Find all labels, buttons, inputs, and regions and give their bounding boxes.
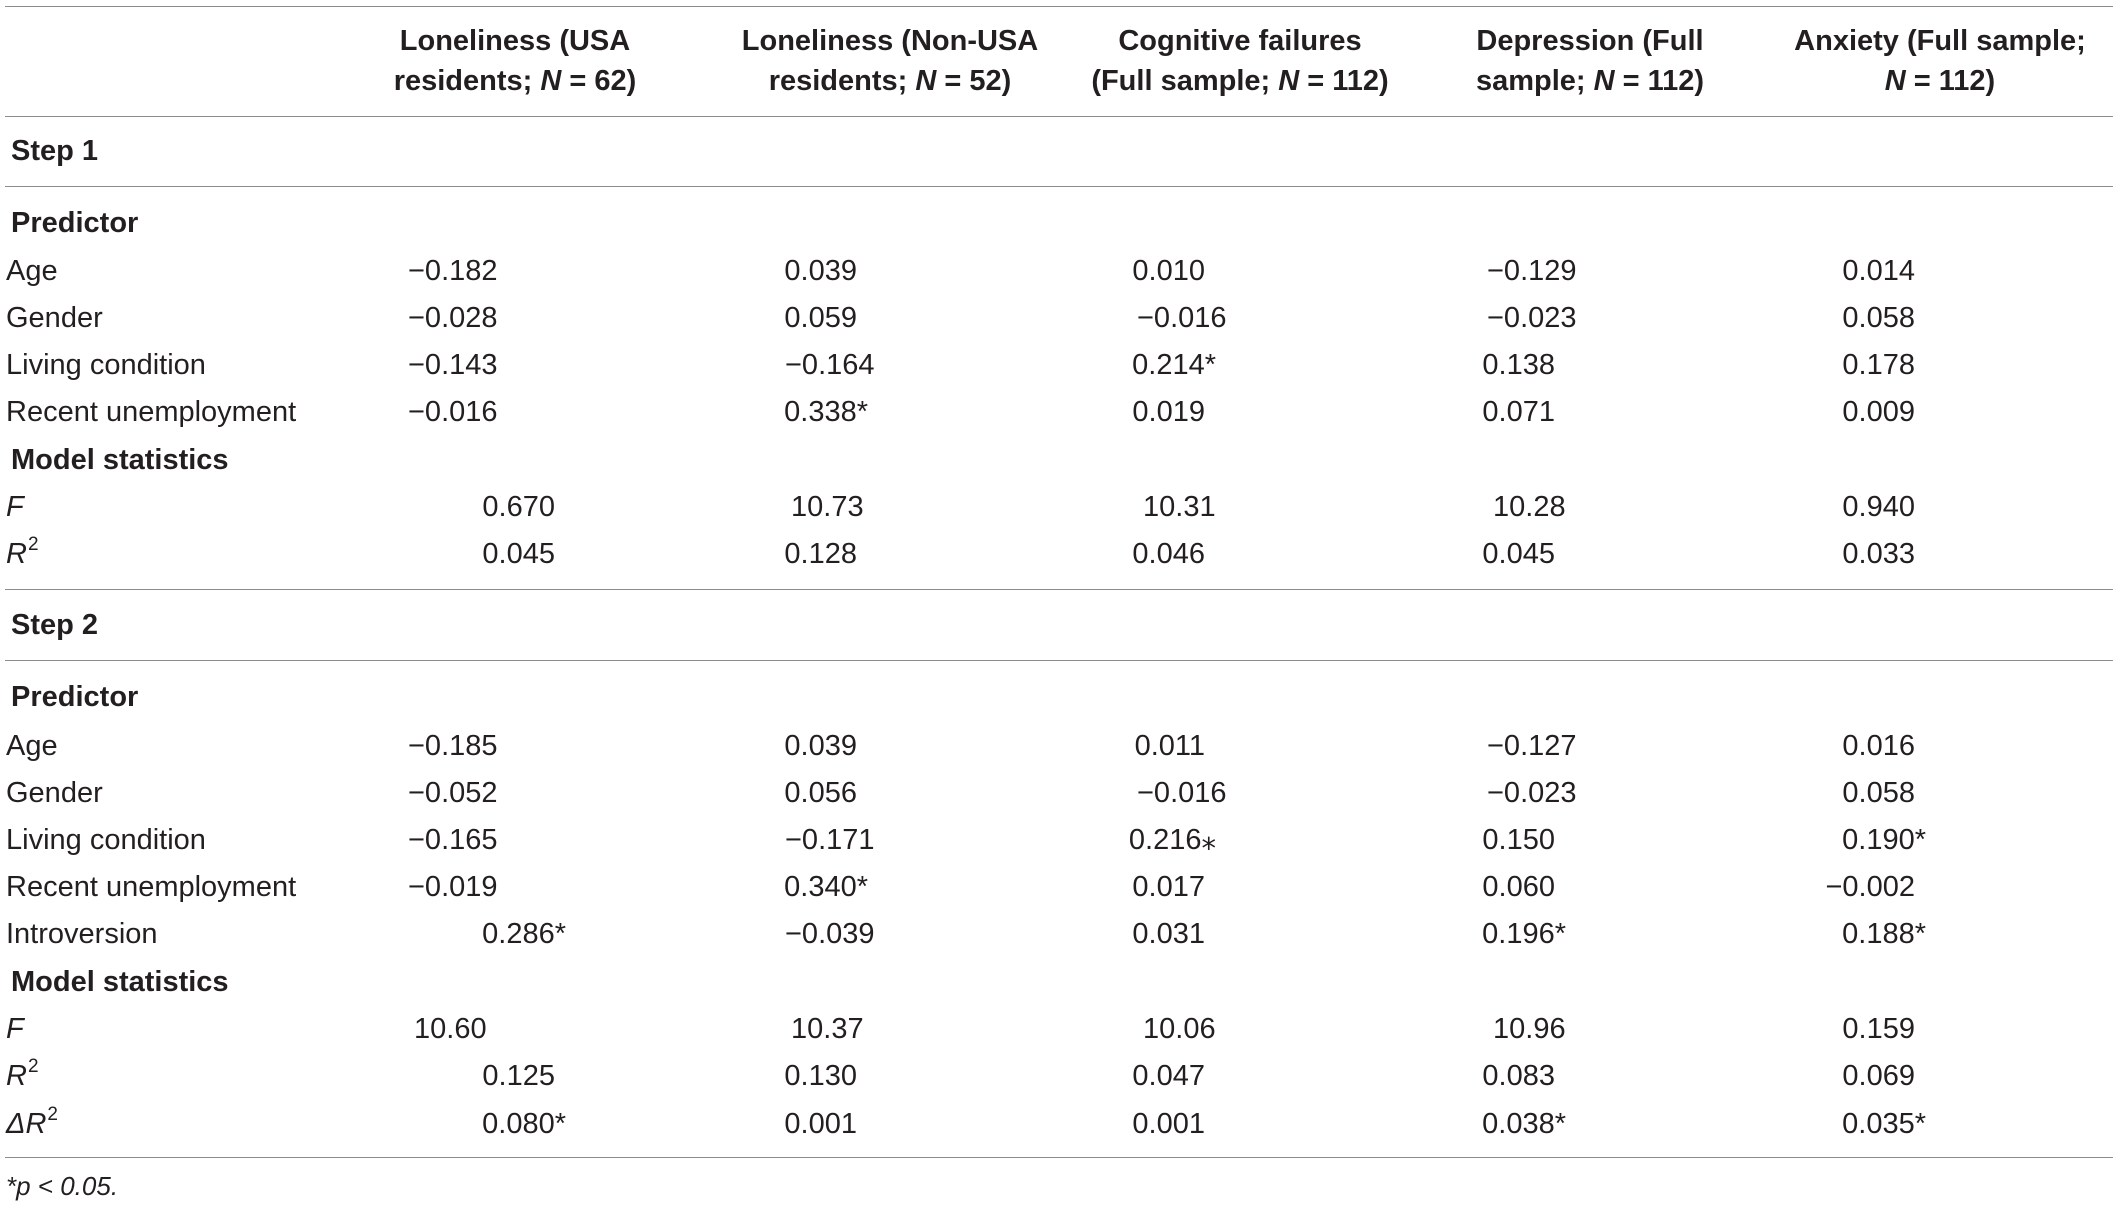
model-statistics-heading: Model statistics <box>11 966 229 998</box>
n-symbol: N <box>1593 65 1615 97</box>
table-cell: 0.011 <box>1134 730 1205 762</box>
column-header-text: = 112) <box>1614 65 1705 97</box>
stat-label <box>6 1056 39 1100</box>
stat-symbol: R <box>6 538 27 570</box>
table-cell: 0.019 <box>1132 396 1205 428</box>
stat-symbol: F <box>6 1013 24 1045</box>
table-cell: 0.031 <box>1132 918 1205 950</box>
table-cell: 0.083 <box>1482 1060 1555 1092</box>
row-label: Gender <box>6 777 103 809</box>
stat-symbol: R <box>6 1060 27 1092</box>
table-cell: 0.190* <box>1842 824 1926 856</box>
table-cell: −0.143 <box>408 349 498 381</box>
column-header-text: residents; <box>393 65 541 97</box>
table-cell: 0.188* <box>1842 918 1926 950</box>
n-symbol: N <box>1278 65 1300 97</box>
table-cell: 0.159 <box>1842 1013 1915 1045</box>
table-cell: −0.039 <box>785 918 875 950</box>
column-header-line1: Depression (Full <box>1476 25 1704 57</box>
table-bottom-rule <box>5 1157 2113 1158</box>
table-cell: 10.28 <box>1493 491 1566 523</box>
stat-symbol: F <box>6 491 24 523</box>
table-cell: 0.216⁎ <box>1128 824 1216 856</box>
table-cell: 0.017 <box>1132 871 1205 903</box>
stat-label <box>6 487 24 527</box>
table-cell: 0.039 <box>784 255 857 287</box>
table-cell: 0.071 <box>1482 396 1555 428</box>
header-bottom-rule <box>5 116 2113 117</box>
table-cell: 10.37 <box>791 1013 864 1045</box>
row-label: Living condition <box>6 824 206 856</box>
stat-label <box>6 534 39 578</box>
column-header-line2 <box>1885 61 1995 101</box>
table-cell: 0.038* <box>1482 1108 1566 1140</box>
row-label: Gender <box>6 302 103 334</box>
table-cell: 10.96 <box>1493 1013 1566 1045</box>
stat-label <box>6 1009 24 1049</box>
table-cell: −0.028 <box>408 302 498 334</box>
footnote: *p < 0.05. <box>6 1171 119 1201</box>
table-cell: 0.001 <box>1132 1108 1205 1140</box>
table-cell: 0.130 <box>784 1060 857 1092</box>
table-cell: 0.047 <box>1132 1060 1205 1092</box>
column-header-text: = 62) <box>561 65 637 97</box>
table-cell: 10.73 <box>791 491 864 523</box>
table-cell: −0.002 <box>1825 871 1915 903</box>
predictor-heading: Predictor <box>11 681 139 713</box>
table-cell: 0.033 <box>1842 538 1915 570</box>
table-top-rule <box>5 6 2113 7</box>
table-cell: 10.60 <box>414 1013 487 1045</box>
step2-rule <box>5 660 2113 661</box>
step-heading: Step 1 <box>11 135 99 167</box>
column-header-line1: Cognitive failures <box>1118 25 1362 57</box>
table-cell: 0.069 <box>1842 1060 1915 1092</box>
table-cell: 0.014 <box>1842 255 1915 287</box>
row-label: Living condition <box>6 349 206 381</box>
table-cell: 0.940 <box>1842 491 1915 523</box>
table-cell: 0.138 <box>1482 349 1555 381</box>
table-cell: 0.059 <box>784 302 857 334</box>
table-cell: 0.039 <box>784 730 857 762</box>
stat-symbol: ΔR <box>6 1108 47 1140</box>
table-cell: 0.286* <box>482 918 566 950</box>
table-cell: 10.31 <box>1143 491 1216 523</box>
column-header <box>1050 18 1430 104</box>
column-header-text: = 112) <box>1299 65 1389 97</box>
table-cell: 0.046 <box>1132 538 1205 570</box>
row-label: Age <box>6 730 58 762</box>
n-symbol: N <box>915 65 937 97</box>
table-cell: 0.045 <box>1482 538 1555 570</box>
table-cell: 0.010 <box>1132 255 1205 287</box>
table-cell: 0.001 <box>784 1108 857 1140</box>
table-cell: 0.150 <box>1482 824 1555 856</box>
table-cell: −0.016 <box>1137 302 1227 334</box>
column-header-line1: Anxiety (Full sample; <box>1794 25 2086 57</box>
table-cell: 0.035* <box>1842 1108 1926 1140</box>
table-cell: 0.009 <box>1842 396 1915 428</box>
table-cell: −0.016 <box>1137 777 1227 809</box>
table-cell: −0.023 <box>1487 302 1577 334</box>
column-header-text: = 52) <box>936 65 1012 97</box>
model-statistics-heading: Model statistics <box>11 444 229 476</box>
column-header-text: sample; <box>1475 65 1594 97</box>
column-header <box>670 18 1110 104</box>
table-cell: 0.058 <box>1842 302 1915 334</box>
table-cell: 0.016 <box>1842 730 1915 762</box>
superscript: 2 <box>27 1056 39 1077</box>
table-cell: −0.052 <box>408 777 498 809</box>
table-cell: −0.129 <box>1487 255 1577 287</box>
column-header-line1: Loneliness (USA <box>399 25 631 57</box>
table-cell: 0.670 <box>482 491 555 523</box>
row-label: Recent unemployment <box>6 871 297 903</box>
column-header-line2 <box>769 61 1012 101</box>
superscript: 2 <box>27 534 39 555</box>
column-header-line2 <box>1476 61 1704 101</box>
superscript: 2 <box>47 1104 58 1125</box>
table-cell: 0.214* <box>1132 349 1216 381</box>
column-header <box>1760 18 2118 104</box>
table-cell: −0.185 <box>408 730 498 762</box>
table-cell: −0.016 <box>408 396 498 428</box>
column-header-line2 <box>1091 61 1388 101</box>
table-cell: −0.182 <box>408 255 498 287</box>
table-cell: −0.127 <box>1487 730 1577 762</box>
column-header <box>300 18 730 104</box>
table-cell: 0.056 <box>784 777 857 809</box>
n-symbol: N <box>540 65 562 97</box>
step1-rule <box>5 186 2113 187</box>
column-header-line2 <box>394 61 637 101</box>
stat-label <box>6 1104 58 1148</box>
row-label: Age <box>6 255 58 287</box>
column-header-text: residents; <box>768 65 916 97</box>
table-cell: −0.165 <box>408 824 498 856</box>
table-cell: 10.06 <box>1143 1013 1216 1045</box>
row-label: Recent unemployment <box>6 396 297 428</box>
column-header-text: (Full sample; <box>1091 65 1279 97</box>
table-cell: 0.045 <box>482 538 555 570</box>
column-header-text: = 112) <box>1905 65 1996 97</box>
row-label: Introversion <box>6 918 158 950</box>
column-header <box>1420 18 1760 104</box>
table-cell: 0.338* <box>784 396 868 428</box>
table-cell: −0.019 <box>408 871 498 903</box>
table-cell: 0.060 <box>1482 871 1555 903</box>
table-cell: 0.125 <box>482 1060 555 1092</box>
table-cell: 0.196* <box>1482 918 1566 950</box>
table-cell: 0.080* <box>482 1108 566 1140</box>
table-cell: 0.178 <box>1842 349 1915 381</box>
table-cell: 0.340* <box>784 871 868 903</box>
step-heading: Step 2 <box>11 609 99 641</box>
table-cell: 0.058 <box>1842 777 1915 809</box>
n-symbol: N <box>1884 65 1906 97</box>
step1-bottom-rule <box>5 589 2113 590</box>
table-cell: −0.164 <box>785 349 875 381</box>
column-header-line1: Loneliness (Non-USA <box>741 25 1039 57</box>
predictor-heading: Predictor <box>11 207 139 239</box>
table-cell: −0.171 <box>785 824 875 856</box>
table-cell: −0.023 <box>1487 777 1577 809</box>
table-cell: 0.128 <box>784 538 857 570</box>
